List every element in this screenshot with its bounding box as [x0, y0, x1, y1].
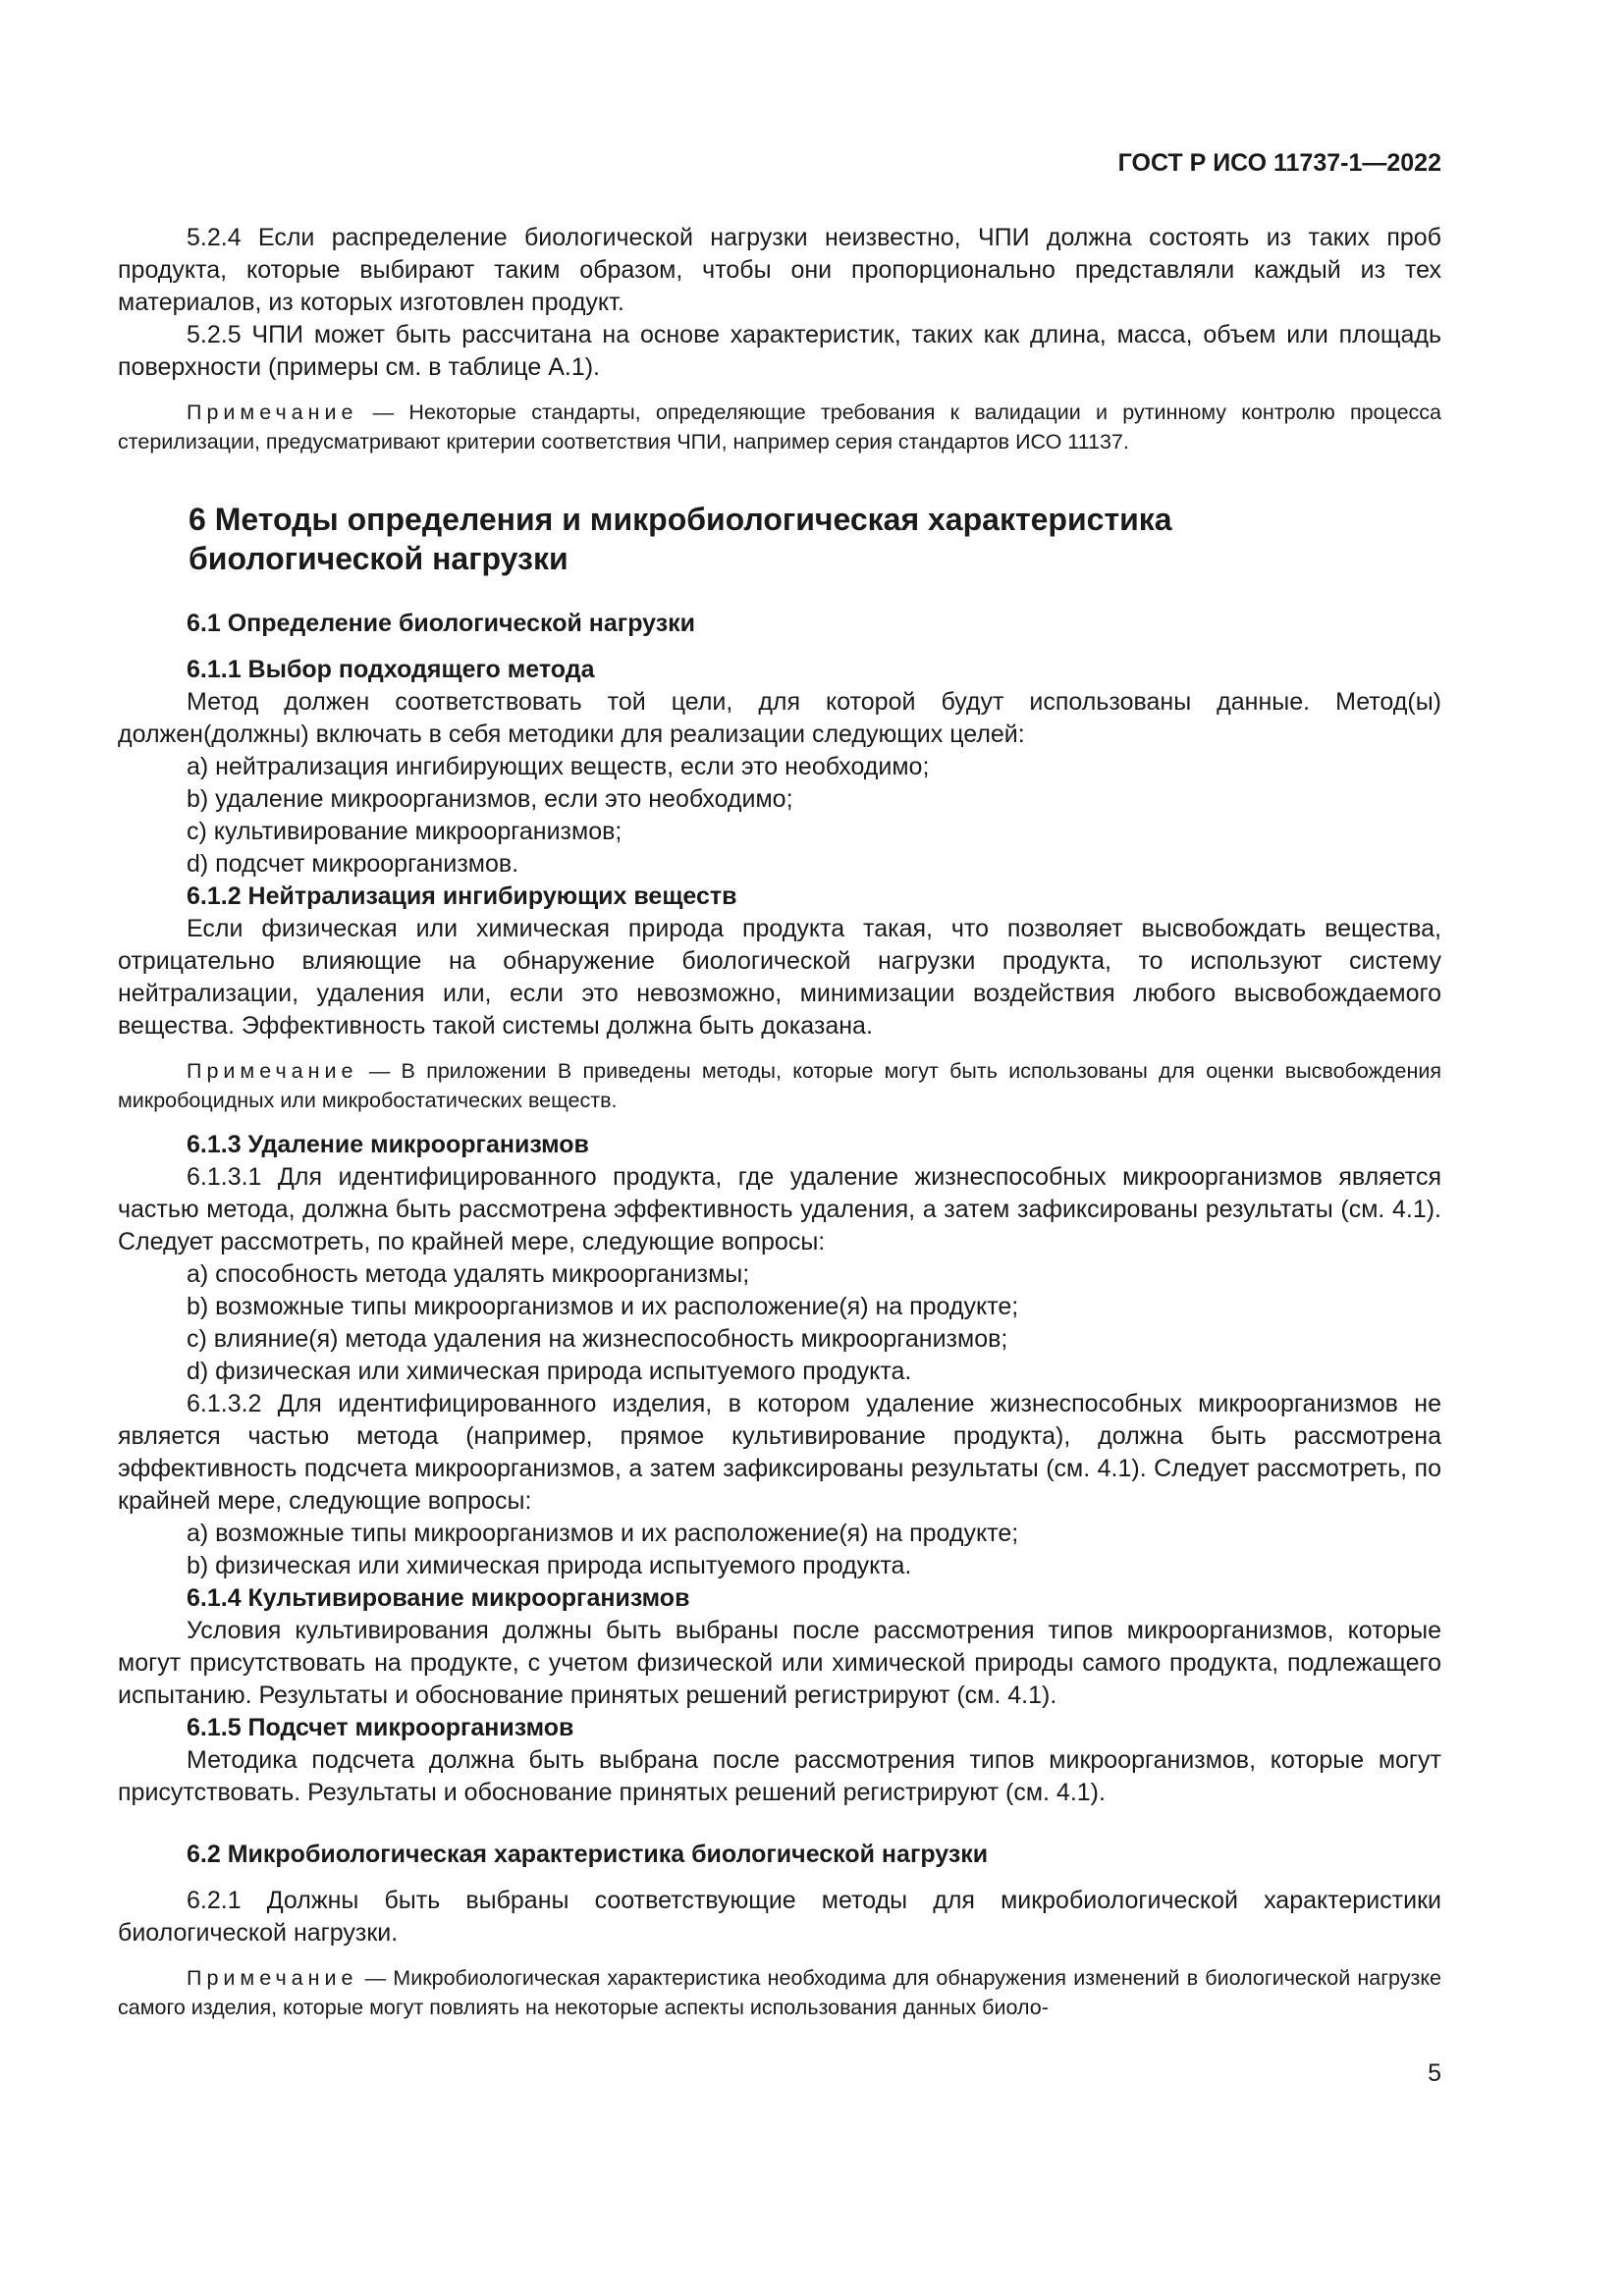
paragraph-6-1-2: Если физическая или химическая природа продукта такая, что позволяет высвобождать вещества, отрицательно влияющие на обнаружение биологической нагрузки продукта, то используют систему нейтрализации, удаления или, если это невозможно, минимизации воздействия любого высвобождаемого вещества. Эффективность такой системы должна быть доказана. [118, 915, 1441, 1040]
note-text: — В приложении В приведены методы, которые могут быть использованы для оценки высвобождения микробоцидных или микробостатических веществ. [118, 1059, 1441, 1112]
heading-6-1-5: 6.1.5 Подсчет микроорганизмов [187, 1714, 574, 1741]
list-item: а) возможные типы микроорганизмов и их расположение(я) на продукте; [187, 1520, 1019, 1547]
list-item: b) удаление микроорганизмов, если это необходимо; [187, 785, 793, 813]
section-6-title [118, 500, 1441, 578]
note-text: — Некоторые стандарты, определяющие требования к валидации и рутинному контролю процесса стерилизации, предусматривают критерии соответствия ЧПИ, например серия стандартов ИСО 11137. [118, 400, 1441, 454]
note-label: Примечание [187, 1966, 358, 1990]
section-6-title-line2: биологической нагрузки [189, 541, 568, 576]
list-item: d) подсчет микроорганизмов. [187, 850, 519, 878]
paragraph-6-1-1: Метод должен соответствовать той цели, для которой будут использованы данные. Метод(ы) должен(должны) включать в себя методики для реализации следующих целей: [118, 688, 1441, 748]
paragraph-6-2-1: 6.2.1 Должны быть выбраны соответствующие методы для микробиологической характеристики биологической нагрузки. [118, 1887, 1441, 1947]
note-text: — Микробиологическая характеристика необходима для обнаружения изменений в биологической нагрузке самого изделия, которые могут повлиять на некоторые аспекты использования данных биоло- [118, 1966, 1441, 2019]
paragraph-6-1-3-2: 6.1.3.2 Для идентифицированного изделия, в котором удаление жизнеспособных микроорганизмов не является частью метода (например, прямое культивирование продукта), должна быть рассмотрена эффективность подсчета микроорганизмов, а затем зафиксированы результаты (см. 4.1). Следует рассмотреть, по крайней мере, следующие вопросы: [118, 1390, 1441, 1515]
heading-6-1-2: 6.1.2 Нейтрализация ингибирующих веществ [187, 882, 737, 910]
list-item: а) нейтрализация ингибирующих веществ, если это необходимо; [187, 753, 930, 780]
note-6-2-1 [118, 1963, 1441, 2022]
document-id-header: ГОСТ Р ИСО 11737-1—2022 [1117, 149, 1441, 177]
list-item: а) способность метода удалять микроорганизмы; [187, 1260, 750, 1288]
list-item: c) влияние(я) метода удаления на жизнеспособность микроорганизмов; [187, 1325, 1008, 1353]
note-5-2 [118, 398, 1441, 456]
page-body [118, 222, 1441, 2022]
list-item: c) культивирование микроорганизмов; [187, 818, 623, 845]
note-label: Примечание [187, 1059, 358, 1083]
paragraph-6-1-5: Методика подсчета должна быть выбрана после рассмотрения типов микроорганизмов, которые могут присутствовать. Результаты и обоснование принятых решений регистрируют (см. 4.1). [118, 1746, 1441, 1806]
note-label: Примечание [187, 400, 358, 424]
list-item: b) физическая или химическая природа испытуемого продукта. [187, 1552, 912, 1579]
heading-6-2: 6.2 Микробиологическая характеристика биологической нагрузки [187, 1841, 989, 1868]
paragraph-5-2-4: 5.2.4 Если распределение биологической нагрузки неизвестно, ЧПИ должна состоять из таких проб продукта, которые выбирают таким образом, чтобы они пропорционально представляли каждый из тех материалов, из которых изготовлен продукт. [118, 224, 1441, 316]
heading-6-1: 6.1 Определение биологической нагрузки [187, 610, 696, 637]
heading-6-1-4: 6.1.4 Культивирование микроорганизмов [187, 1584, 690, 1612]
section-6-title-line1: 6 Методы определения и микробиологическая характеристика [189, 502, 1172, 537]
list-item: b) возможные типы микроорганизмов и их расположение(я) на продукте; [187, 1293, 1019, 1320]
paragraph-6-1-4: Условия культивирования должны быть выбраны после рассмотрения типов микроорганизмов, которые могут присутствовать на продукте, с учетом физической или химической природы самого продукта, подлежащего испытанию. Результаты и обоснование принятых решений регистрируют (см. 4.1). [118, 1617, 1441, 1709]
heading-6-1-1: 6.1.1 Выбор подходящего метода [187, 656, 595, 683]
note-6-1-2 [118, 1056, 1441, 1115]
list-item: d) физическая или химическая природа испытуемого продукта. [187, 1358, 912, 1385]
page-number: 5 [1428, 2059, 1441, 2087]
heading-6-1-3: 6.1.3 Удаление микроорганизмов [187, 1131, 589, 1158]
paragraph-6-1-3-1: 6.1.3.1 Для идентифицированного продукта, где удаление жизнеспособных микроорганизмов является частью метода, должна быть рассмотрена эффективность удаления, а затем зафиксированы результаты (см. 4.1). Следует рассмотреть, по крайней мере, следующие вопросы: [118, 1163, 1441, 1255]
paragraph-5-2-5: 5.2.5 ЧПИ может быть рассчитана на основе характеристик, таких как длина, масса, объем или площадь поверхности (примеры см. в таблице А.1). [118, 321, 1441, 381]
